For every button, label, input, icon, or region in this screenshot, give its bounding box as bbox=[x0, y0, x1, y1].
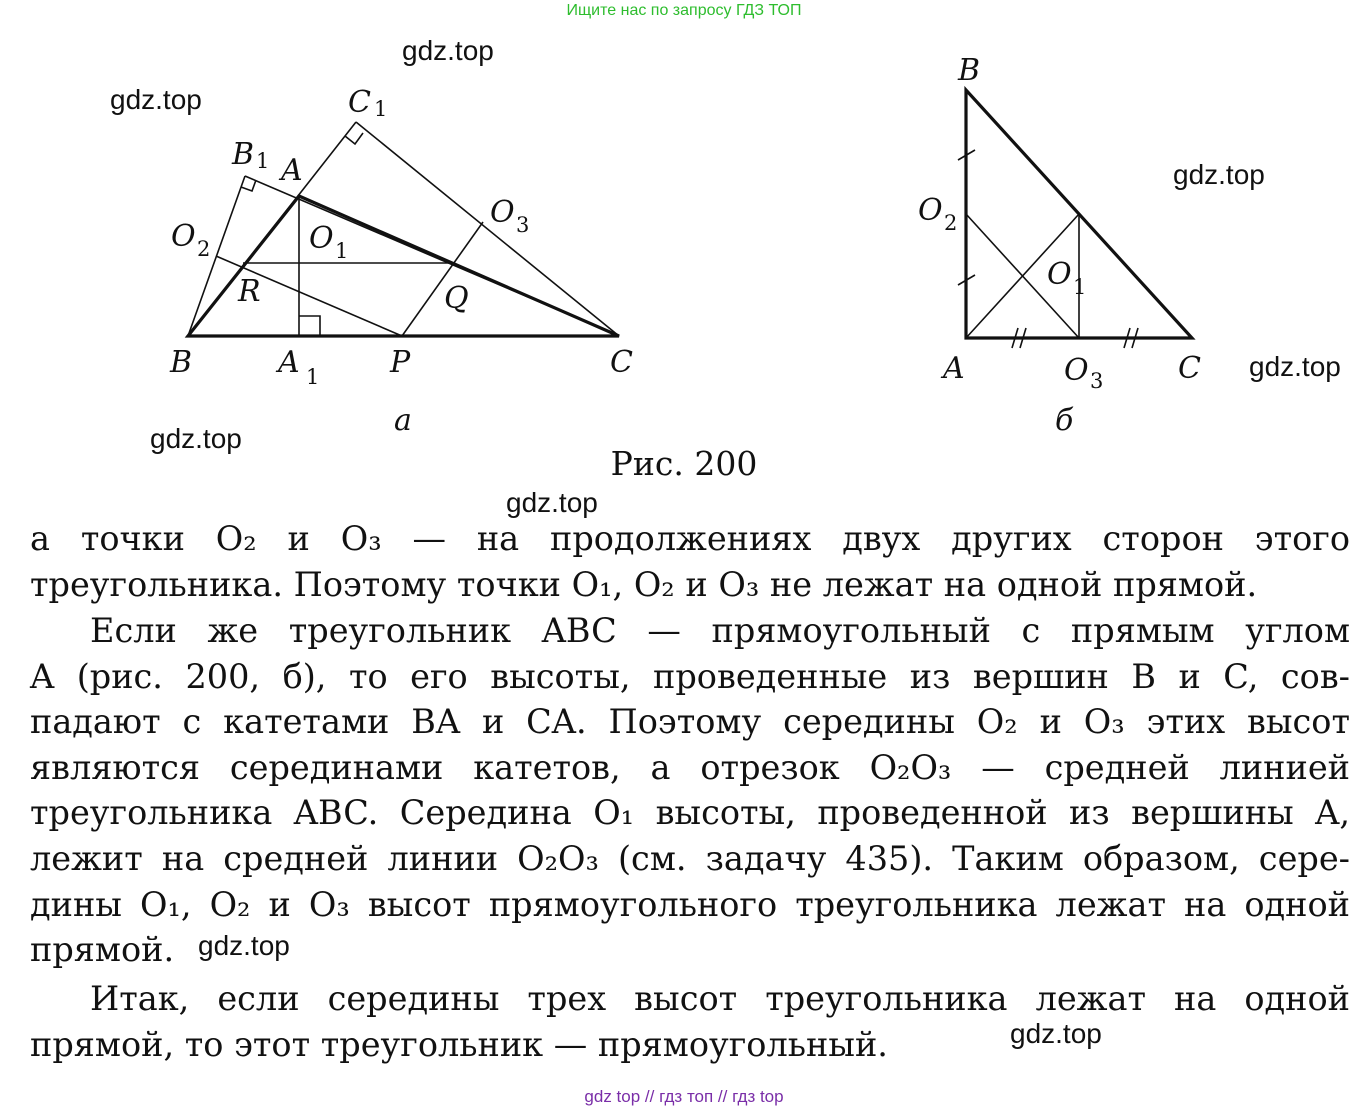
label-o2: O bbox=[171, 219, 196, 254]
watermark: gdz.top bbox=[1173, 159, 1265, 190]
label-b: B bbox=[170, 345, 193, 380]
text-line: треугольника ABC. Середина O₁ высоты, проведенной из вершины A, bbox=[30, 793, 1350, 833]
watermark: gdz.top bbox=[150, 423, 242, 454]
label-c: C bbox=[610, 345, 633, 380]
text-line: Если же треугольник ABC — прямоугольный с прямым углом bbox=[90, 611, 1350, 650]
figure-a-letter: а bbox=[394, 403, 412, 438]
text-line: треугольника. Поэтому точки O₁, O₂ и O₃ не лежат на одной прямой. bbox=[30, 564, 1258, 604]
watermark: gdz.top bbox=[198, 930, 290, 961]
label-o2: O bbox=[918, 193, 943, 228]
watermark: gdz.top bbox=[506, 487, 598, 518]
label-a: A bbox=[943, 351, 965, 386]
label-o2-sub: 2 bbox=[944, 211, 958, 235]
text-line: прямой, то этот треугольник — прямоугольный. bbox=[30, 1024, 888, 1064]
label-b1-sub: 1 bbox=[256, 149, 270, 173]
paragraph-3 bbox=[30, 976, 1350, 1067]
label-a1: A bbox=[278, 345, 300, 380]
watermark: gdz.top bbox=[1010, 1018, 1102, 1049]
text-line: падают с катетами BA и CA. Поэтому середины O₂ и O₃ этих высот bbox=[30, 702, 1350, 742]
text-line: являются серединами катетов, а отрезок O₂O₃ — средней линией bbox=[30, 747, 1350, 787]
label-a: A bbox=[281, 153, 303, 188]
label-r: R bbox=[238, 274, 261, 309]
text-line: прямой. bbox=[30, 930, 175, 970]
text-line: лежит на средней линии O₂O₃ (см. задачу 435). Таким образом, сере- bbox=[30, 838, 1350, 878]
label-c1-sub: 1 bbox=[374, 97, 388, 121]
label-o1: O bbox=[1047, 257, 1072, 292]
label-o1: O bbox=[309, 221, 334, 256]
watermark: gdz.top bbox=[402, 35, 494, 66]
label-o3-sub: 3 bbox=[1090, 369, 1104, 393]
label-o1-sub: 1 bbox=[1073, 275, 1087, 299]
text-line: Итак, если середины трех высот треугольника лежат на одной bbox=[90, 979, 1350, 1018]
text-line: A (рис. 200, б), то его высоты, проведенные из вершин B и C, сов- bbox=[30, 656, 1350, 696]
label-o3: O bbox=[490, 195, 515, 230]
figure-b bbox=[0, 0, 1368, 480]
watermark: gdz.top bbox=[1249, 351, 1341, 382]
figure-caption: Рис. 200 bbox=[610, 444, 758, 483]
label-a1-sub: 1 bbox=[306, 365, 320, 389]
label-o3-sub: 3 bbox=[516, 213, 530, 237]
footer-links[interactable]: gdz top // гдз топ // гдз top bbox=[584, 1087, 784, 1106]
paragraph-2 bbox=[30, 608, 1350, 973]
label-o3: O bbox=[1064, 353, 1089, 388]
label-c: C bbox=[1178, 351, 1201, 386]
label-q: Q bbox=[444, 281, 469, 316]
label-p: P bbox=[390, 345, 411, 380]
watermark: gdz.top bbox=[110, 84, 202, 115]
label-b: B bbox=[958, 53, 981, 88]
label-c1: C bbox=[348, 85, 371, 120]
figure-b-letter: б bbox=[1055, 403, 1074, 438]
search-banner[interactable]: Ищите нас по запросу ГДЗ ТОП bbox=[566, 2, 802, 19]
paragraph-1 bbox=[30, 516, 1350, 607]
label-b1: B bbox=[232, 137, 255, 172]
text-line: дины O₁, O₂ и O₃ высот прямоугольного треугольника лежат на одной bbox=[30, 884, 1350, 924]
label-o2-sub: 2 bbox=[197, 237, 211, 261]
label-o1-sub: 1 bbox=[335, 239, 349, 263]
text-line: а точки O₂ и O₃ — на продолжениях двух других сторон этого bbox=[30, 519, 1350, 558]
